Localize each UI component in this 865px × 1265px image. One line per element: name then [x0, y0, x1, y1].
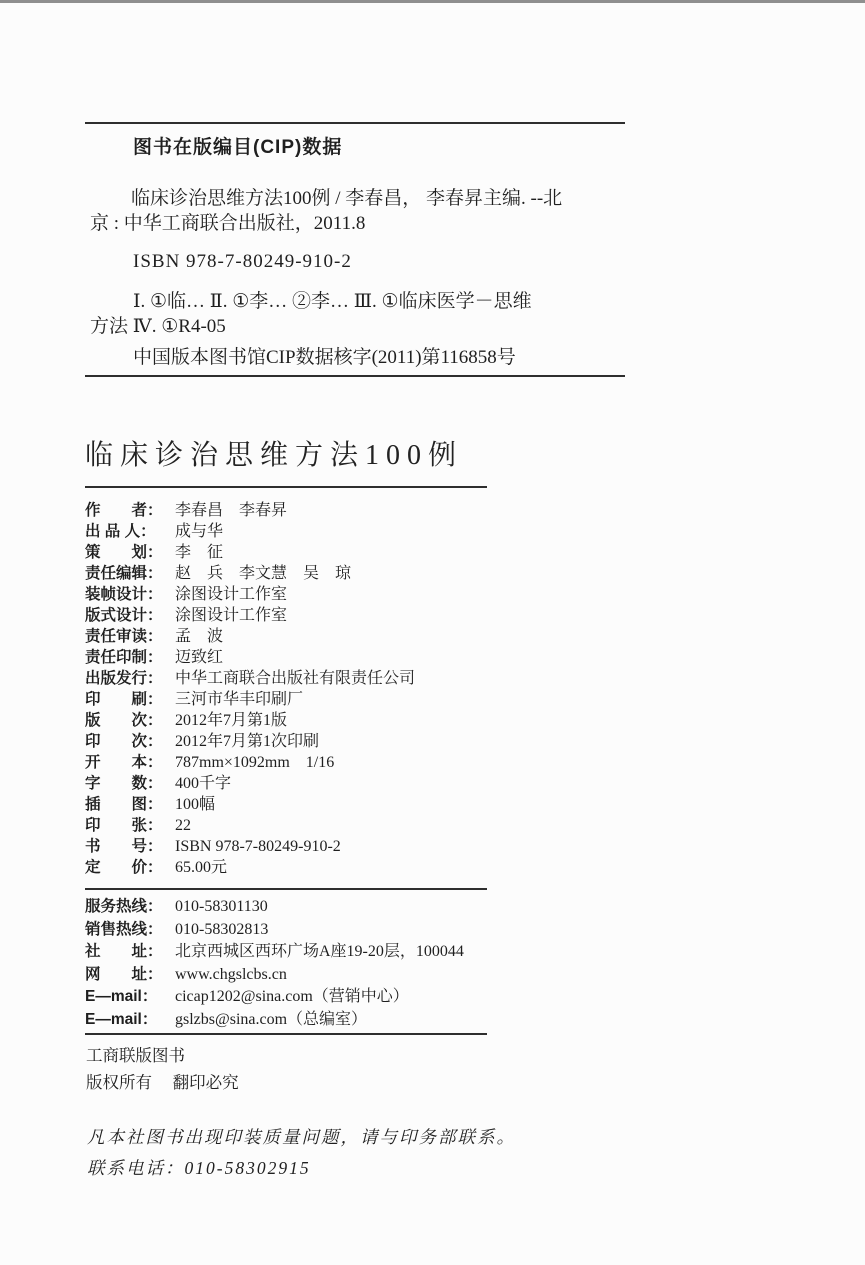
colophon-row-planner [85, 542, 605, 563]
imprint-copyright-notice: 版权所有 翻印必究 [86, 1073, 239, 1092]
row-value: gslzbs@sina.com（总编室） [175, 1010, 368, 1028]
colophon-row-producer [85, 521, 605, 542]
row-label: 责任审读： [85, 628, 163, 645]
cip-bottom-rule [85, 375, 625, 377]
row-value: 李春昌 李春昇 [175, 502, 288, 519]
colophon-row-impression [85, 731, 605, 752]
colophon-bottom-rule [85, 888, 487, 890]
colophon-row-publisher [85, 668, 605, 689]
row-label: 责任编辑： [85, 565, 163, 582]
row-value: 65.00元 [175, 859, 228, 876]
row-value: 成与华 [175, 523, 224, 540]
row-value: 010-58302813 [175, 920, 269, 938]
row-value: 三河市华丰印刷厂 [175, 691, 304, 708]
contact-row-email-marketing [85, 986, 605, 1009]
quality-notice-phone: 联系电话：010-58302915 [87, 1158, 311, 1178]
row-value: 李 征 [175, 544, 224, 561]
row-value: 787mm×1092mm 1/16 [175, 754, 335, 771]
cip-block [85, 124, 625, 370]
cip-registry-number: 中国版本图书馆CIP数据核字(2011)第116858号 [133, 347, 516, 368]
row-value: ISBN 978-7-80249-910-2 [175, 838, 341, 855]
row-label: 书 号： [85, 838, 163, 855]
cip-record-line-2: 京 : 中华工商联合出版社，2011.8 [90, 213, 366, 234]
contact-row-sales-hotline [85, 919, 605, 942]
row-label: 印 张： [85, 817, 163, 834]
row-label: 插 图： [85, 796, 163, 813]
row-value: 涂图设计工作室 [175, 586, 288, 603]
cip-isbn: ISBN 978-7-80249-910-2 [133, 251, 352, 272]
row-value: 2012年7月第1次印刷 [175, 733, 320, 750]
row-value: 400千字 [175, 775, 232, 792]
quality-notice-text: 凡本社图书出现印装质量问题，请与印务部联系。 [87, 1127, 516, 1147]
imprint-block [86, 1042, 239, 1096]
contact-row-service-hotline [85, 896, 605, 919]
colophon-row-edition [85, 710, 605, 731]
row-label: 版 次： [85, 712, 163, 729]
quality-notice-block [87, 1122, 516, 1184]
row-label: 印 刷： [85, 691, 163, 708]
colophon-row-cover-design [85, 584, 605, 605]
contact-row-email-editorial [85, 1009, 605, 1032]
row-value: 2012年7月第1版 [175, 712, 288, 729]
contact-list [85, 896, 605, 1031]
colophon-row-price [85, 857, 605, 878]
row-value: 100幅 [175, 796, 216, 813]
row-value: 赵 兵 李文慧 吴 琼 [175, 565, 352, 582]
row-label: 销售热线： [85, 920, 163, 938]
row-value: 010-58301130 [175, 898, 268, 915]
book-title: 临床诊治思维方法100例 [85, 440, 464, 471]
row-value: 迈致红 [175, 649, 224, 666]
colophon-row-sheets [85, 815, 605, 836]
row-label: 社 址： [85, 943, 163, 960]
colophon-row-print-supervisor [85, 647, 605, 668]
scan-top-edge [0, 0, 865, 3]
colophon-row-author [85, 500, 605, 521]
row-label: 出版发行： [85, 670, 163, 687]
contact-row-website [85, 964, 605, 987]
row-label: 责任印制： [85, 649, 163, 666]
row-label: 开 本： [85, 754, 163, 771]
contact-bottom-rule [85, 1033, 487, 1035]
row-value: 涂图设计工作室 [175, 607, 288, 624]
colophon-row-editors [85, 563, 605, 584]
colophon-row-printer [85, 689, 605, 710]
row-label: 出 品 人： [85, 523, 156, 540]
row-value: cicap1202@sina.com（营销中心） [175, 988, 409, 1005]
colophon-row-isbn [85, 836, 605, 857]
row-label: 策 划： [85, 544, 163, 561]
row-value: www.chgslcbs.cn [175, 965, 287, 983]
cip-heading: 图书在版编目(CIP)数据 [133, 137, 343, 158]
row-label: 作 者： [85, 502, 163, 519]
row-label: 印 次： [85, 733, 163, 750]
row-value: 孟 波 [175, 628, 224, 645]
row-label: 版式设计： [85, 607, 163, 624]
row-label: E—mail： [85, 988, 158, 1005]
row-label: E—mail： [85, 1010, 158, 1028]
row-label: 网 址： [85, 965, 163, 983]
cip-classification-line-2: 方法 Ⅳ. ①R4-05 [90, 316, 226, 337]
imprint-series: 工商联版图书 [86, 1046, 185, 1065]
row-value: 22 [175, 817, 191, 834]
cip-classification-line-1: Ⅰ. ①临… Ⅱ. ①李… ②李… Ⅲ. ①临床医学－思维 [133, 291, 532, 312]
title-rule [85, 486, 487, 488]
contact-row-address [85, 941, 605, 964]
row-value: 中华工商联合出版社有限责任公司 [175, 670, 416, 687]
colophon-list [85, 500, 605, 878]
cip-record-line-1: 临床诊治思维方法100例 / 李春昌， 李春昇主编. --北 [131, 188, 563, 209]
colophon-row-illustrations [85, 794, 605, 815]
row-label: 字 数： [85, 775, 163, 792]
colophon-row-reviewer [85, 626, 605, 647]
colophon-row-layout-design [85, 605, 605, 626]
colophon-row-word-count [85, 773, 605, 794]
row-label: 定 价： [85, 859, 163, 876]
row-label: 服务热线： [85, 898, 163, 915]
row-label: 装帧设计： [85, 586, 163, 603]
row-value: 北京西城区西环广场A座19-20层，100044 [175, 943, 464, 960]
colophon-row-format [85, 752, 605, 773]
